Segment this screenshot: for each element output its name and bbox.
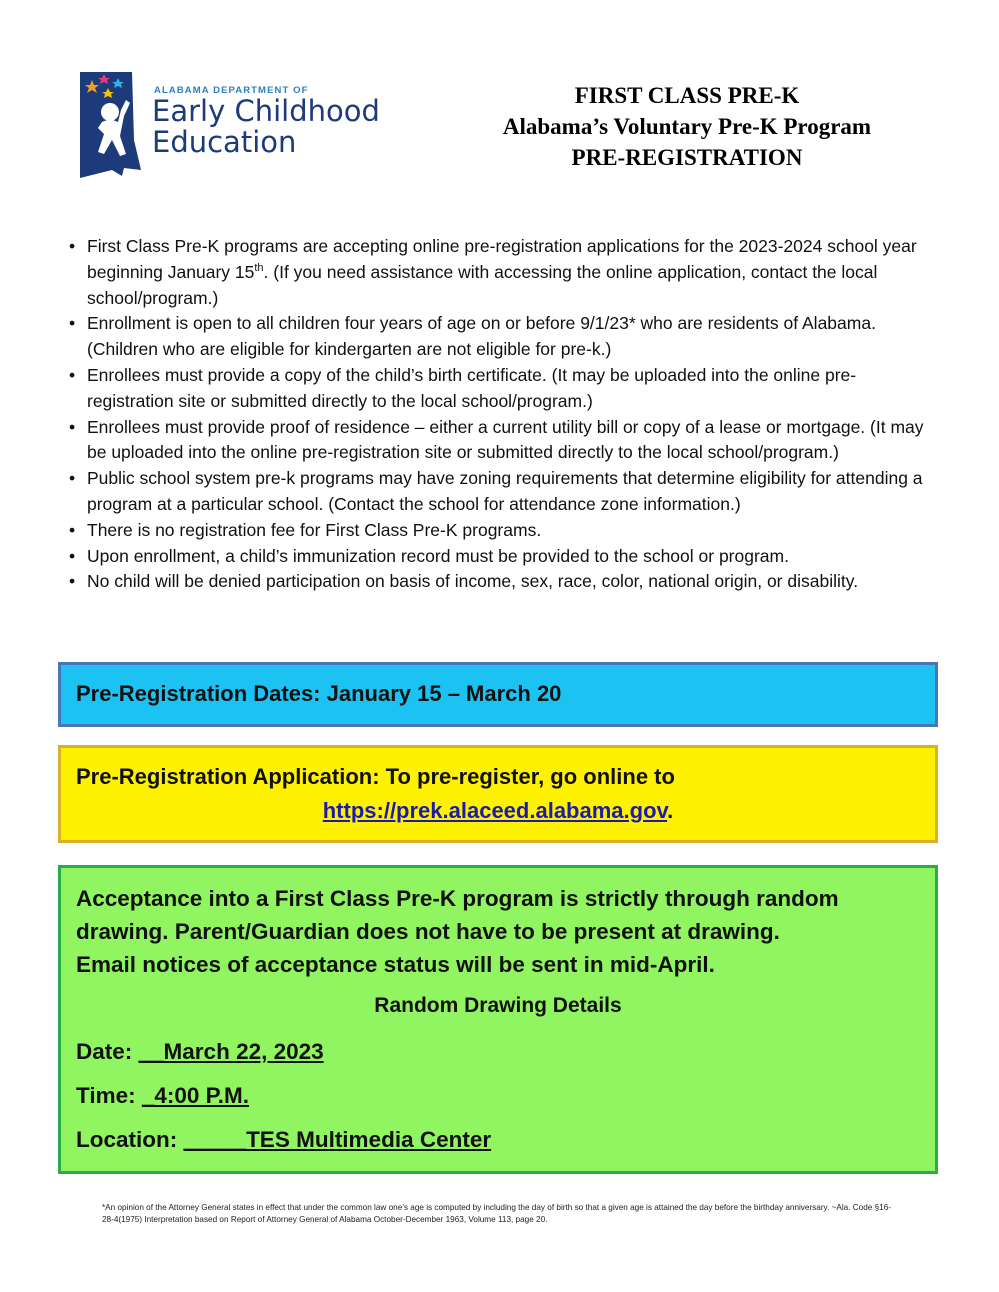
footnote: *An opinion of the Attorney General states in effect that under the common law one’s age is computed by including the day of birth so that a given age is attained the day before the birthday anniversary. ~Ala. Code §16-28-4(1975) Interpretation based on Report of Attorney General of Alabama October-December 1963, Volume 113, page 20.	[102, 1203, 891, 1224]
ecde-logo	[74, 70, 394, 185]
drawing-intro-text: Acceptance into a First Class Pre-K program is strictly through random drawing. Parent/Guardian does not have to be present at drawing. Email notices of acceptance status will be sent in mid-April.	[76, 886, 839, 977]
title-line-2: Alabama’s Voluntary Pre-K Program	[502, 114, 872, 139]
logo-department-text: ALABAMA DEPARTMENT OF	[154, 85, 309, 96]
registration-dates-box	[58, 662, 938, 727]
drawing-location: Location: _____TES Multimedia Center	[76, 1127, 492, 1152]
logo-name-text: Early Childhood Education	[152, 94, 380, 159]
prek-registration-link[interactable]: https://prek.alaceed.alabama.gov	[322, 798, 668, 823]
application-text: Pre-Registration Application: To pre-register, go online to	[76, 764, 675, 789]
random-drawing-box	[58, 865, 938, 1174]
application-box	[58, 745, 938, 843]
page-title	[440, 80, 934, 173]
drawing-date: Date: __March 22, 2023	[76, 1039, 324, 1064]
list-item: • Enrollees must provide a copy of the child’s birth certificate. (It may be uploaded into the online pre-registration site or submitted directly to the local school/program.)	[69, 364, 857, 411]
list-item: • Enrollees must provide proof of residence – either a current utility bill or copy of a lease or mortgage. (It may be uploaded into the online pre-registration site or submitted directly to the local school/program.)	[69, 416, 924, 463]
alabama-child-icon	[74, 70, 154, 185]
list-item: • Upon enrollment, a child’s immunization record must be provided to the school or program.	[69, 545, 789, 566]
registration-dates-text: Pre-Registration Dates: January 15 – March 20	[76, 681, 562, 706]
list-item: • No child will be denied participation on basis of income, sex, race, color, national origin, or disability.	[69, 571, 859, 592]
title-line-3: PRE-REGISTRATION	[571, 145, 803, 170]
list-item: • Public school system pre-k programs may have zoning requirements that determine eligibility for attending a program at a particular school. (Contact the school for attendance zone information.)	[69, 468, 923, 514]
drawing-time: Time: _4:00 P.M.	[76, 1083, 250, 1108]
list-item: • Enrollment is open to all children four years of age on or before 9/1/23* who are residents of Alabama. (Children who are eligible for kindergarten are not eligible for pre-k.)	[69, 313, 876, 360]
application-link-line: https://prek.alaceed.alabama.gov.	[322, 798, 674, 823]
list-item: • There is no registration fee for First Class Pre-K programs.	[69, 519, 542, 540]
drawing-details-heading: Random Drawing Details	[374, 994, 622, 1017]
list-item: • First Class Pre-K programs are accepting online pre-registration applications for the 2023-2024 school year beginning January 15th. (If you need assistance with accessing the online application, contact the local school/program.)	[69, 236, 917, 308]
info-bullet-list	[68, 234, 938, 595]
title-line-1: FIRST CLASS PRE-K	[574, 83, 800, 108]
